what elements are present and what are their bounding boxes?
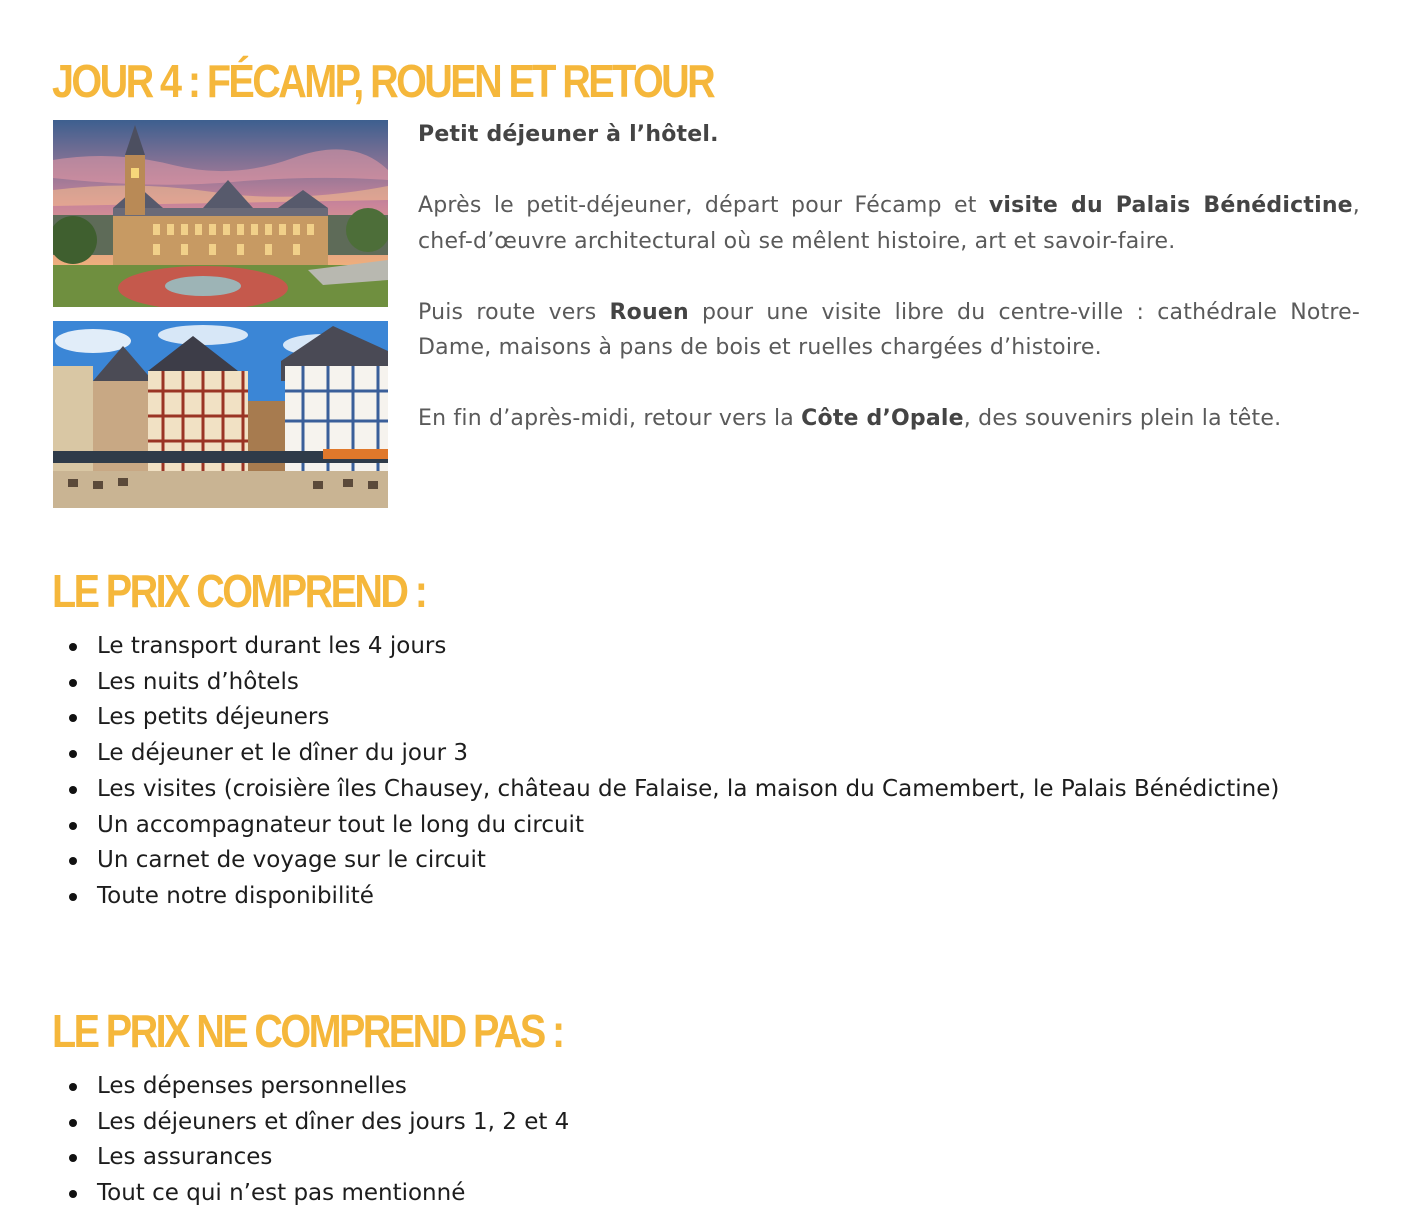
rouen-text-c: pour une visite libre du centre-ville : cathédrale Notre-Dame, maisons à pans de bois et ruelles chargées d’histoire.	[418, 299, 1360, 360]
list-item: Un carnet de voyage sur le circuit	[97, 843, 1360, 879]
list-item: Les déjeuners et dîner des jours 1, 2 et 4	[97, 1105, 1360, 1141]
breakfast-paragraph	[418, 117, 1360, 153]
rouen-text-a: Puis route vers	[418, 299, 610, 325]
list-item: Les dépenses personnelles	[97, 1069, 1360, 1105]
included-heading: LE PRIX COMPREND :	[52, 565, 426, 617]
fecamp-text-a: Après le petit-déjeuner, départ pour Fécamp et	[418, 193, 989, 218]
list-item: Le transport durant les 4 jours	[97, 629, 1360, 665]
fecamp-text-bold: visite du Palais Bénédictine	[988, 193, 1353, 218]
list-item: Un accompagnateur tout le long du circuit	[97, 808, 1360, 844]
excluded-list	[54, 1069, 1360, 1212]
return-text-bold: Côte d’Opale	[801, 406, 964, 431]
included-list	[54, 629, 1360, 915]
return-paragraph	[418, 401, 1360, 437]
return-text-a: En fin d’après-midi, retour vers la	[418, 406, 802, 431]
day-description	[418, 117, 1360, 472]
fecamp-paragraph	[418, 188, 1360, 259]
palais-benedictine-photo	[53, 120, 388, 307]
excluded-heading: LE PRIX NE COMPREND PAS :	[52, 1005, 563, 1057]
list-item: Toute notre disponibilité	[97, 879, 1360, 915]
list-item: Les nuits d’hôtels	[97, 665, 1360, 701]
list-item: Le déjeuner et le dîner du jour 3	[97, 736, 1360, 772]
list-item: Les assurances	[97, 1140, 1360, 1176]
rouen-paragraph	[418, 295, 1360, 366]
list-item: Les visites (croisière îles Chausey, château de Falaise, la maison du Camembert, le Palais Bénédictine)	[97, 772, 1360, 808]
palais-benedictine-illustration	[53, 120, 388, 307]
rouen-illustration	[53, 321, 388, 508]
fecamp-text-c: , chef-d’œuvre architectural où se mêlent histoire, art et savoir-faire.	[418, 193, 1360, 254]
list-item: Les petits déjeuners	[97, 700, 1360, 736]
breakfast-text: Petit déjeuner à l’hôtel.	[418, 122, 719, 147]
list-item: Tout ce qui n’est pas mentionné	[97, 1176, 1360, 1212]
return-text-c: , des souvenirs plein la tête.	[963, 406, 1282, 431]
day-heading: JOUR 4 : FÉCAMP, ROUEN ET RETOUR	[52, 55, 714, 107]
rouen-photo	[53, 321, 388, 508]
rouen-text-bold: Rouen	[609, 299, 689, 325]
